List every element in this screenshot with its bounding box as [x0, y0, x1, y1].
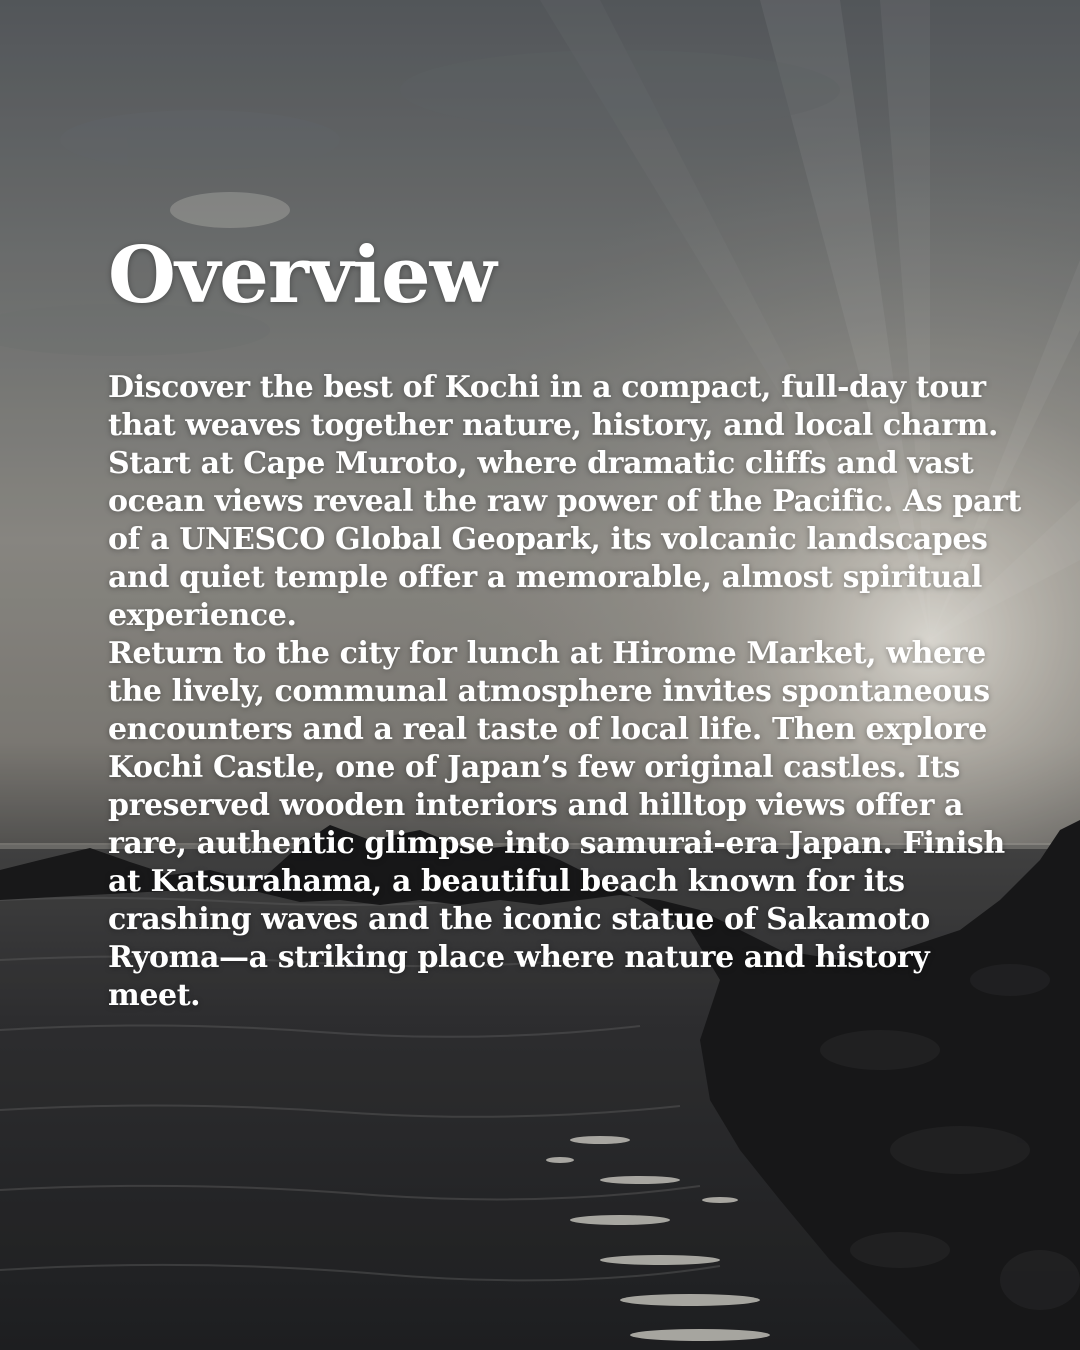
- overview-paragraph-2: Return to the city for lunch at Hirome Market, where the lively, communal atmosphere invites spontaneous encounters and a real taste of local life. Then explore Kochi Castle, one of Japan’s few original castles. Its preserved wooden interiors and hilltop views offer a rare, authentic glimpse into samurai-era Japan. Finish at Katsurahama, a beautiful beach known for its crashing waves and the iconic statue of Sakamoto Ryoma—a striking place where nature and history meet.: [108, 636, 1005, 1013]
- overview-body: [108, 369, 1023, 1015]
- overview-paragraph-1: Discover the best of Kochi in a compact, full-day tour that weaves together nature, history, and local charm. Start at Cape Muroto, where dramatic cliffs and vast ocean views reveal the raw power of the Pacific. As part of a UNESCO Global Geopark, its volcanic landscapes and quiet temple offer a memorable, almost spiritual experience.: [108, 370, 1021, 633]
- page-title: Overview: [108, 230, 496, 321]
- overview-section: [108, 226, 1023, 1015]
